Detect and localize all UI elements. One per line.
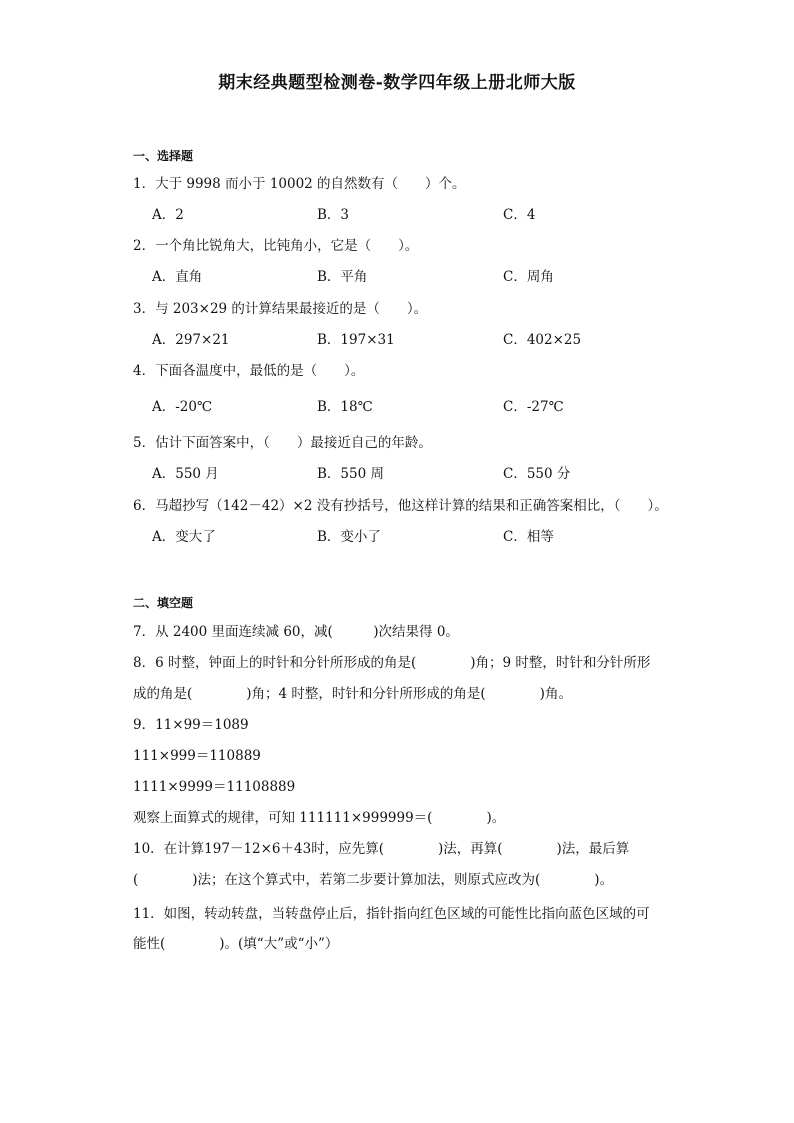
section-heading-choice: 一、选择题 — [133, 149, 194, 163]
question-9-line-3: 1111×9999＝11108889 — [133, 779, 296, 795]
q4-option-a: A．-20℃ — [152, 399, 213, 415]
q6-option-c: C．相等 — [503, 529, 554, 545]
page-title: 期末经典题型检测卷-数学四年级上册北师大版 — [218, 73, 576, 93]
q3-option-a: A．297×21 — [152, 332, 230, 348]
q3-option-c: C．402×25 — [503, 332, 582, 348]
q6-option-b: B．变小了 — [317, 529, 381, 545]
question-4: 4．下面各温度中，最低的是（ ）。 — [133, 363, 365, 379]
q5-option-a: A．550 月 — [152, 466, 219, 482]
question-8-line-2: 成的角是( )角；4 时整，时针和分针所形成的角是( )角。 — [133, 686, 572, 702]
q4-option-c: C．-27℃ — [503, 399, 564, 415]
q2-option-b: B．平角 — [317, 269, 368, 285]
question-5: 5．估计下面答案中，（ ）最接近自己的年龄。 — [133, 435, 432, 451]
question-9-line-4: 观察上面算式的规律，可知 111111×999999＝( )。 — [133, 810, 506, 826]
q3-option-b: B．197×31 — [317, 332, 395, 348]
q2-option-a: A．直角 — [152, 269, 203, 285]
q5-option-b: B．550 周 — [317, 466, 384, 482]
question-2: 2．一个角比锐角大，比钝角小，它是（ ）。 — [133, 238, 419, 254]
q2-option-c: C．周角 — [503, 269, 554, 285]
question-7: 7．从 2400 里面连续减 60，减( )次结果得 0。 — [133, 624, 459, 640]
q1-option-c: C．4 — [503, 207, 536, 223]
q5-option-c: C．550 分 — [503, 466, 571, 482]
q6-option-a: A．变大了 — [152, 529, 216, 545]
question-1: 1．大于 9998 而小于 10002 的自然数有（ ）个。 — [133, 176, 466, 192]
question-6: 6．马超抄写（142－42）×2 没有抄括号，他这样计算的结果和正确答案相比，（ ）。 — [133, 498, 668, 514]
question-11-line-2: 能性( )。(填“大”或“小”） — [133, 936, 339, 952]
question-8-line-1: 8．6 时整，钟面上的时针和分针所形成的角是( )角；9 时整，时针和分针所形 — [133, 655, 651, 671]
question-3: 3．与 203×29 的计算结果最接近的是（ ）。 — [133, 301, 428, 317]
question-10-line-2: ( )法；在这个算式中，若第二步要计算加法，则原式应改为( )。 — [133, 872, 614, 888]
question-9-line-1: 9．11×99＝1089 — [133, 717, 249, 733]
question-11-line-1: 11．如图，转动转盘，当转盘停止后，指针指向红色区域的可能性比指向蓝色区域的可 — [133, 906, 650, 922]
q1-option-a: A．2 — [152, 207, 184, 223]
question-9-line-2: 111×999＝110889 — [133, 748, 261, 764]
q4-option-b: B．18℃ — [317, 399, 373, 415]
section-heading-fill: 二、填空题 — [133, 596, 194, 610]
question-10-line-1: 10．在计算197－12×6＋43时，应先算( )法，再算( )法，最后算 — [133, 841, 630, 857]
q1-option-b: B．3 — [317, 207, 350, 223]
